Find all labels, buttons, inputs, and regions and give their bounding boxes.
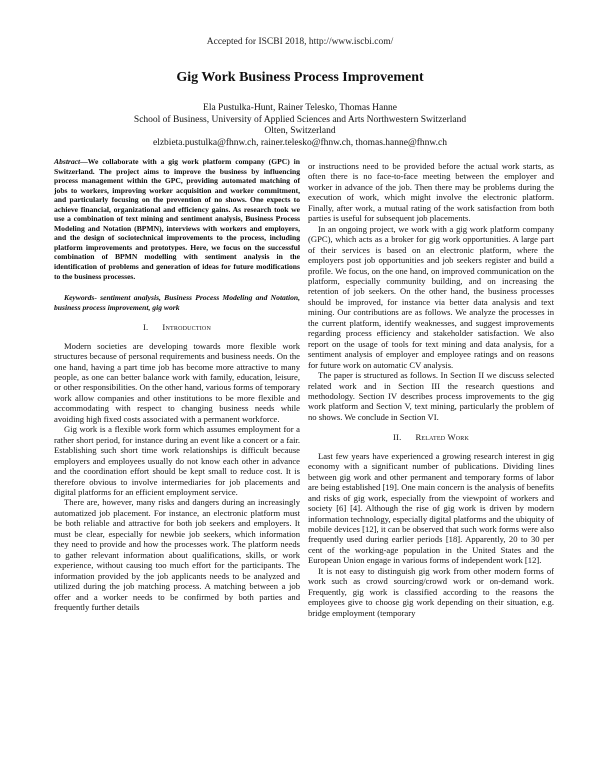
related-work-paragraph: Last few years have experienced a growing research interest in gig economy with a significant number of publications. Dividing lines between gig work and other permanent and temporary forms of labor are being established [19]. One main concern is the analysis of benefits and risks of gig work, especially from the viewpoint of workers and society [6] [4]. Although the rise of gig work is driven by modern information technology, especially digital platforms and the ubiquity of mobile devices [12], it can be observed that such work forms were also frequently used during earlier periods [18]. Apparently, 20 to 30 per cent of the working-age population in the United States and the European Union engage in various forms of independent work [12].	[308, 450, 554, 566]
section-1-title: Introduction	[162, 322, 211, 333]
intro-paragraph: Modern societies are developing towards more flexible work structures because of personal requirements and business needs. On the one hand, having a part time job has become more attractive to many people, as one can better balance work with family, education, leisure, or other responsibilities. On the other hand, various forms of temporary work allow companies and other institutions to be more flexible and accommodating with respect to changing business needs while avoiding high fixed costs associated with a permanent workforce.	[54, 340, 300, 424]
section-1-heading	[54, 322, 300, 332]
acceptance-note: Accepted for ISCBI 2018, http://www.iscbi.com/	[206, 37, 394, 47]
author-affiliation: School of Business, University of Applied Sciences and Arts Northwestern Switzerland	[133, 114, 467, 125]
author-names: Ela Pustulka-Hunt, Rainer Telesko, Thomas Hanne	[203, 103, 397, 113]
intro-paragraph: The paper is structured as follows. In Section II we discuss selected related work and in Section III the research questions and methodology. Section IV describes process improvements to the gig work platform and Section V, text mining, particularly the problem of no shows. We conclude in Section VI.	[308, 370, 554, 422]
author-emails: elzbieta.pustulka@fhnw.ch, rainer.telesko@fhnw.ch, thomas.hanne@fhnw.ch	[152, 137, 447, 148]
intro-paragraph: In an ongoing project, we work with a gig work platform company (GPC), which acts as a broker for gig work opportunities. A large part of their services is based on an electronic platform, where the employers post job opportunities and job seekers register and build a profile. We focus, on the one hand, on improved communication on the platform, especially community building, and on increasing the retention of job seekers. On the other hand, the business processes should be improved, for instance via better data analysis and text mining. Our contributions are as follows. We analyze the processes in the current platform, identify weaknesses, and suggest improvements regarding process efficiency and stakeholder satisfaction. We also report on the usage of tools for text mining and data analysis, for a sentiment analysis of employer and employee ratings and on reasons for future work on automatic CV analysis.	[308, 223, 554, 370]
left-column	[54, 157, 300, 612]
related-work-paragraph: It is not easy to distinguish gig work from other modern forms of work such as crowd sourcing/crowd work or on-demand work. Frequently, gig work is classified according to the reasons the employees give to choose gig work depending on their situation, e.g. bridge employment (temporary	[308, 565, 554, 618]
intro-continued-paragraph: or instructions need to be provided before the actual work starts, as often there is no face-to-face meeting between the employer and worker in advance of the job. Then there may be problems during the execution of work, which might involve the electronic platform. Finally, after work, a mutual rating of the work satisfaction from both parties is useful for subsequent job placements.	[308, 161, 554, 224]
section-2-title: Related Work	[415, 432, 470, 443]
intro-paragraph: Gig work is a flexible work form which assumes employment for a rather short period, for instance during an event like a concert or a fair. Establishing such short time work relationships is difficult because employers and employees usually do not know each other in advance and the coordination effort should be kept small to reduce cost. It is therefore obvious to involve intermediaries for job placements and digital platforms for an efficient employment service.	[54, 424, 300, 497]
author-location: Olten, Switzerland	[264, 126, 336, 136]
intro-paragraph: There are, however, many risks and dangers during an increasingly automatized job placement. For instance, an electronic platform must be both reliable and attractive for both job seekers and employers. It must be clear, especially for newbie job seekers, which information they need to provide and how the processes work. The platform needs to gather relevant information about qualifications, skills, or work experience, without causing too much effort for the participants. The information provided by the job applicants needs to be analyzed and utilized during the job matching process. A matching between a job offer and a worker needs to be confirmed by both parties and frequently further details	[54, 497, 300, 612]
abstract-text: —We collaborate with a gig work platform company (GPC) in Switzerland. The project aims to improve the business by influencing process management within the GPC, providing automated matching of jobs to workers, improving worker acquisition and worker commitment, and particularly focusing on the prevention of no shows. One expects to achieve financial, organizational and efficiency gains. As research took we use a combination of text mining and sentiment analysis, Business Process Modeling and Notation (BPMN), interviews with workers and employers, and the design of sociotechnical improvements to the process, including platform improvements and prototypes. Here, we focus on the successful combination of BPMN modelling with sentiment analysis in the identification of problems and generation of ideas for future modifications to the business processes.	[54, 157, 300, 281]
section-2-heading	[308, 432, 554, 442]
section-1-number: I.	[142, 322, 149, 333]
abstract	[54, 157, 300, 281]
section-2-number: II.	[392, 432, 402, 443]
abstract-lead: Abstract	[54, 157, 81, 166]
paper-title: Gig Work Business Process Improvement	[176, 70, 424, 85]
keywords: Keywords- sentiment analysis, Business Process Modeling and Notation, business process improvement, gig work	[54, 293, 300, 312]
right-column	[308, 161, 554, 618]
author-block	[0, 103, 600, 149]
